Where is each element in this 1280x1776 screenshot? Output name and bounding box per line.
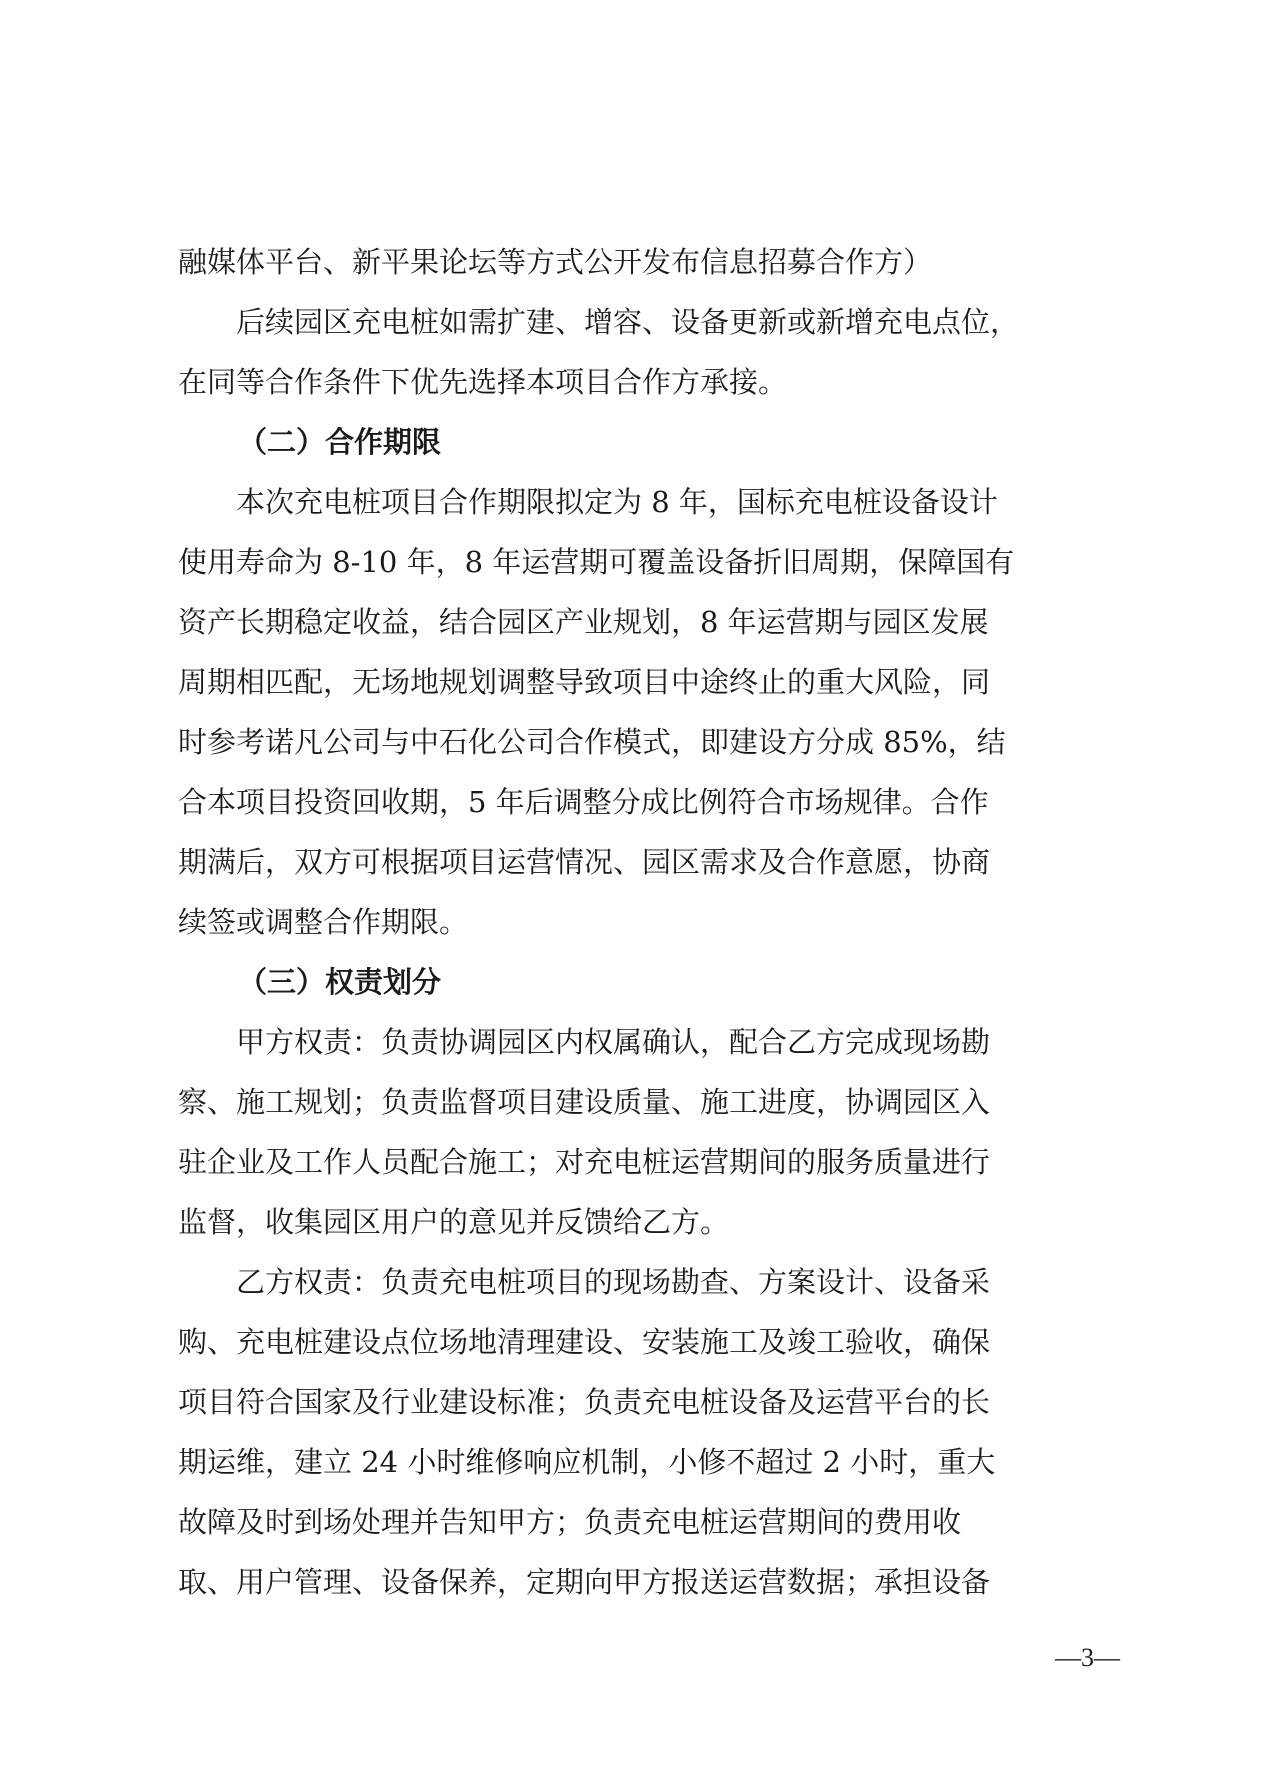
paragraph-first-line: 乙方权责：负责充电桩项目的现场勘查、方案设计、设备采 bbox=[178, 1265, 991, 1299]
body-line: 察、施工规划；负责监督项目建设质量、施工进度，协调园区入 bbox=[178, 1085, 991, 1119]
page-number: —3— bbox=[1055, 1643, 1120, 1672]
body-line: 购、充电桩建设点位场地清理建设、安装施工及竣工验收，确保 bbox=[178, 1325, 991, 1359]
body-line: 在同等合作条件下优先选择本项目合作方承接。 bbox=[178, 365, 788, 399]
body-line: 取、用户管理、设备保养，定期向甲方报送运营数据；承担设备 bbox=[178, 1565, 991, 1599]
body-line: 续签或调整合作期限。 bbox=[178, 905, 469, 939]
body-line: 项目符合国家及行业建设标准；负责充电桩设备及运营平台的长 bbox=[178, 1385, 991, 1419]
body-line: 期运维，建立 24 小时维修响应机制，小修不超过 2 小时，重大 bbox=[178, 1445, 996, 1479]
body-line: 融媒体平台、新平果论坛等方式公开发布信息招募合作方） bbox=[178, 245, 933, 279]
paragraph-first-line: 甲方权责：负责协调园区内权属确认，配合乙方完成现场勘 bbox=[178, 1025, 991, 1059]
body-line: 监督，收集园区用户的意见并反馈给乙方。 bbox=[178, 1205, 730, 1239]
body-line: 驻企业及工作人员配合施工；对充电桩运营期间的服务质量进行 bbox=[178, 1145, 991, 1179]
body-line: 时参考诺凡公司与中石化公司合作模式，即建设方分成 85%，结 bbox=[178, 725, 1006, 759]
body-line: 合本项目投资回收期，5 年后调整分成比例符合市场规律。合作 bbox=[178, 785, 989, 819]
body-line: 使用寿命为 8-10 年，8 年运营期可覆盖设备折旧周期，保障国有 bbox=[178, 545, 1015, 579]
body-line: 故障及时到场处理并告知甲方；负责充电桩运营期间的费用收 bbox=[178, 1505, 962, 1539]
paragraph-first-line: 后续园区充电桩如需扩建、增容、设备更新或新增充电点位， bbox=[178, 305, 1020, 339]
section-heading-responsibilities: （三）权责划分 bbox=[238, 965, 442, 999]
section-heading-cooperation-term: （二）合作期限 bbox=[238, 425, 442, 459]
paragraph-first-line: 本次充电桩项目合作期限拟定为 8 年，国标充电桩设备设计 bbox=[178, 485, 998, 519]
body-line: 周期相匹配，无场地规划调整导致项目中途终止的重大风险，同 bbox=[178, 665, 991, 699]
body-line: 期满后，双方可根据项目运营情况、园区需求及合作意愿，协商 bbox=[178, 845, 991, 879]
body-line: 资产长期稳定收益，结合园区产业规划，8 年运营期与园区发展 bbox=[178, 605, 989, 639]
document-body bbox=[178, 232, 1118, 1612]
